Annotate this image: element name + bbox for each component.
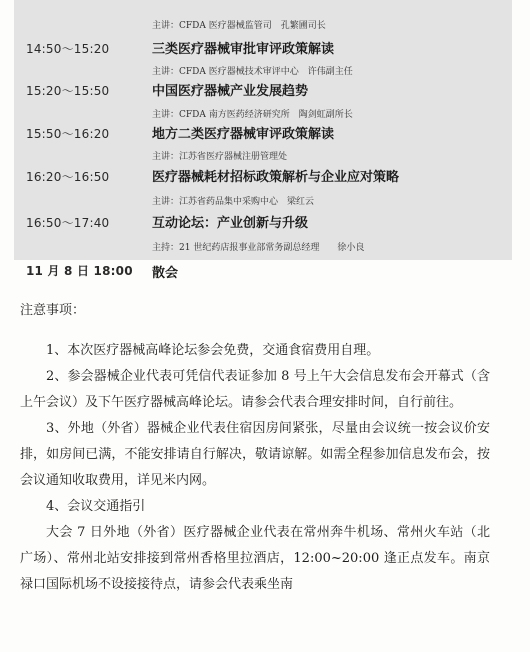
speaker-line: 主讲：江苏省医疗器械注册管理处 xyxy=(152,152,288,162)
session-time: 15:20～15:50 xyxy=(26,84,110,98)
notes-section xyxy=(20,298,490,598)
session-title: 地方二类医疗器械审评政策解读 xyxy=(152,127,335,142)
session-title: 中国医疗器械产业发展趋势 xyxy=(152,84,309,99)
note-item: 大会 7 日外地（外省）医疗器械企业代表在常州奔牛机场、常州火车站（北广场）、常州北站安排接到常州香格里拉酒店，12:00~20:00 逢正点发车。南京禄口国际机场不设接接待点，请参会代表乘坐南 xyxy=(20,525,490,592)
session-title: 互动论坛：产业创新与升级 xyxy=(152,216,309,231)
speaker-line: 主讲：江苏省药品集中采购中心 梁红云 xyxy=(152,197,315,207)
session-time: 14:50～15:20 xyxy=(26,42,110,56)
session-title: 散会 xyxy=(152,266,179,281)
speaker-line: 主持：21 世纪药店报事业部常务副总经理 徐小良 xyxy=(152,243,365,253)
session-time: 11 月 8 日 18:00 xyxy=(26,264,133,278)
note-item: 3、外地（外省）器械企业代表住宿因房间紧张，尽量由会议统一按会议价安排，如房间已满，不能安排请自行解决，敬请谅解。如需全程参加信息发布会，按会议通知收取费用，详见米内网。 xyxy=(20,421,490,488)
note-item: 2、参会器械企业代表可凭信代表证参加 8 号上午大会信息发布会开幕式（含上午会议）及下午医疗器械高峰论坛。请参会代表合理安排时间，自行前往。 xyxy=(20,369,490,410)
speaker-line: 主讲：CFDA 南方医药经济研究所 陶剑虹副所长 xyxy=(152,110,353,120)
speaker-line: 主讲：CFDA 医疗器械技术审评中心 许伟副主任 xyxy=(152,67,353,77)
note-item: 4、会议交通指引 xyxy=(46,499,146,514)
session-title: 三类医疗器械审批审评政策解读 xyxy=(152,42,335,57)
session-time: 16:20～16:50 xyxy=(26,170,110,184)
notes-heading: 注意事项： xyxy=(20,303,86,318)
session-time: 16:50～17:40 xyxy=(26,216,110,230)
session-time: 15:50～16:20 xyxy=(26,127,110,141)
note-item: 1、本次医疗器械高峰论坛参会免费，交通食宿费用自理。 xyxy=(46,343,380,358)
session-title: 医疗器械耗材招标政策解析与企业应对策略 xyxy=(152,170,400,185)
speaker-line: 主讲：CFDA 医疗器械监管司 孔繁圃司长 xyxy=(152,21,326,31)
schedule-table xyxy=(14,0,512,260)
